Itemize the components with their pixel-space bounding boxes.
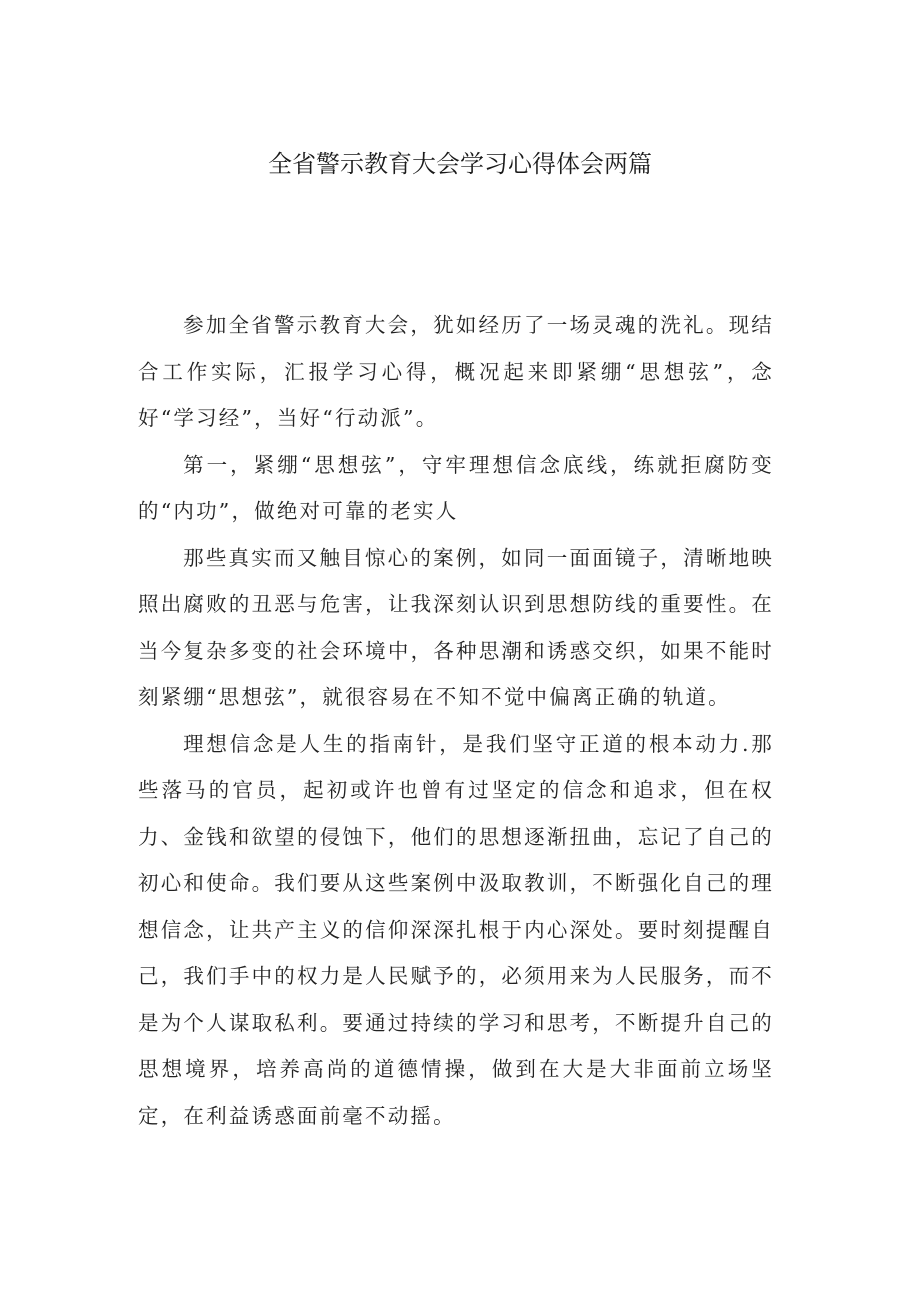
- paragraph: 第一，紧绷“思想弦”，守牢理想信念底线，练就拒腐防变的“内功”，做绝对可靠的老实人: [138, 452, 774, 523]
- paragraph: 参加全省警示教育大会，犹如经历了一场灵魂的洗礼。现结合工作实际，汇报学习心得，概况起来即紧绷“思想弦”，念好“学习经”，当好“行动派”。: [138, 313, 774, 430]
- document-body: [138, 302, 774, 1139]
- paragraph: 理想信念是人生的指南针，是我们坚守正道的根本动力.那些落马的官员，起初或许也曾有过坚定的信念和追求，但在权力、金钱和欲望的侵蚀下，他们的思想逐渐扭曲，忘记了自己的初心和使命。我们要从这些案例中汲取教训，不断强化自己的理想信念，让共产主义的信仰深深扎根于内心深处。要时刻提醒自己，我们手中的权力是人民赋予的，必须用来为人民服务，而不是为个人谋取私利。要通过持续的学习和思考，不断提升自己的思想境界，培养高尚的道德情操，做到在大是大非面前立场坚定，在利益诱惑面前毫不动摇。: [138, 731, 774, 1128]
- document-title: 全省警示教育大会学习心得体会两篇: [268, 150, 652, 178]
- paragraph: 那些真实而又触目惊心的案例，如同一面面镜子，清晰地映照出腐败的丑恶与危害，让我深刻认识到思想防线的重要性。在当今复杂多变的社会环境中，各种思潮和诱惑交织，如果不能时刻紧绷“思想弦”，就很容易在不知不觉中偏离正确的轨道。: [138, 545, 774, 709]
